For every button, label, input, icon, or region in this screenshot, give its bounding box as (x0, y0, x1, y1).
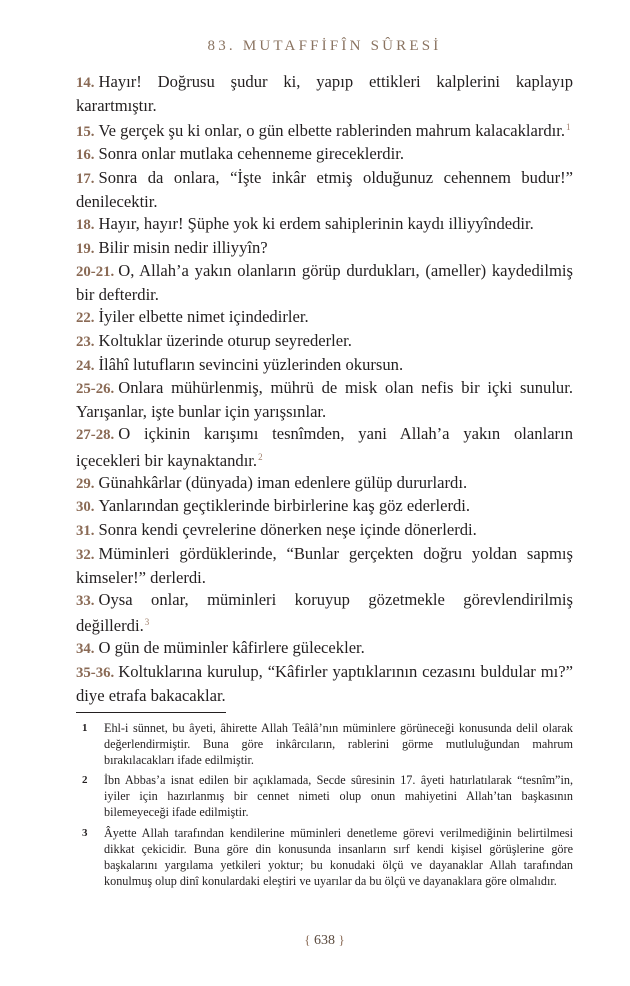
verse-number: 25-26. (76, 381, 115, 398)
verse-text: Bilir misin nedir illiyyîn? (98, 237, 268, 257)
verse (76, 71, 573, 117)
verse-number: 34. (76, 641, 95, 658)
verse (76, 495, 573, 519)
verse-text: Sonra onlar mutlaka cehenneme gireceklerdir. (98, 144, 404, 164)
verse-number: 29. (76, 475, 95, 492)
verse (76, 377, 573, 423)
verse-number: 35-36. (76, 664, 115, 681)
footnote-text: İbn Abbas’a isnat edilen bir açıklamada, Secde sûresinin 17. âyeti hatırlatılarak “tesnîm”in, iyiler için hazırlanmış bir cennet nimeti olup onun mahiyetini Allah’tan başkasının bilemeyeceği ifade edilmiştir. (104, 773, 573, 820)
verse (76, 423, 573, 472)
footnote (76, 825, 573, 889)
verse (76, 330, 573, 354)
footnote-divider (76, 712, 226, 713)
verse-number: 17. (76, 171, 95, 188)
verse-number: 15. (76, 123, 95, 140)
ornament-right-icon: } (338, 932, 345, 947)
footnote-text: Âyette Allah tarafından kendilerine müminleri denetleme görevi verilmediğinin belirtilmesi dikkat çekicidir. Buna göre din konusunda insanların sırf kendi kişisel görüşlerine göre başkalarını yargılama yetkileri yoktur; bu konudaki ölçü ve dayanaklar Allah tarafından konulmuş olup dinî konulardaki eleştiri ve uyarılar da bu ölçü ve dayanaklara göre olmalıdır. (104, 825, 573, 888)
footnote-number: 2 (82, 774, 88, 787)
verse-number: 32. (76, 546, 95, 563)
page-number-label: 638 (314, 933, 335, 948)
verse-number: 24. (76, 357, 95, 374)
verse (76, 167, 573, 213)
verse-number: 31. (76, 523, 95, 540)
footnote-number: 1 (82, 722, 88, 734)
verse-number: 14. (76, 75, 95, 91)
footnote (76, 772, 573, 820)
footnote-list (76, 720, 573, 893)
verse (76, 143, 573, 167)
verse (76, 637, 573, 661)
verse-number: 27-28. (76, 426, 115, 443)
verse-text: Koltuklarına kurulup, “Kâfirler yaptıklarının cezasını buldular mı?” diye etrafa bakacaklar. (76, 661, 573, 705)
page-number (76, 932, 573, 949)
verse-number: 23. (76, 333, 95, 350)
verse-text: O, Allah’a yakın olanların görüp durdukları, (ameller) kaydedilmiş bir defterdir. (76, 261, 573, 305)
verse-text: İlâhî lutufların sevincini yüzlerinden okursun. (98, 354, 404, 374)
verse-text: Yanlarından geçtiklerinde birbirlerine kaş göz ederlerdi. (98, 496, 471, 516)
verse-text: Sonra da onlara, “İşte inkâr etmiş olduğunuz cehennem budur!” denilecektir. (76, 168, 573, 211)
verse (76, 117, 573, 144)
verse-text: Onlara mühürlenmiş, mührü de misk olan nefis bir içki sunulur. Yarışanlar, işte bunlar için yarışsınlar. (76, 378, 573, 422)
verse-list (76, 71, 573, 707)
verse-number: 33. (76, 592, 95, 609)
verse (76, 354, 573, 378)
verse-text: Koltuklar üzerinde oturup seyrederler. (98, 330, 352, 350)
footnote-ref[interactable]: 1 (566, 121, 571, 132)
verse (76, 260, 573, 306)
verse-text: O gün de müminler kâfirlere gülecekler. (98, 638, 365, 658)
verse (76, 306, 573, 330)
verse (76, 472, 573, 496)
verse-text: Günahkârlar (dünyada) iman edenlere gülüp dururlardı. (98, 472, 468, 492)
verse-text: Müminleri gördüklerinde, “Bunlar gerçekten doğru yoldan sapmış kimseler!” derlerdi. (76, 543, 573, 587)
footnote-ref[interactable]: 3 (144, 617, 150, 628)
verse-text: Oysa onlar, müminleri koruyup gözetmekle görevlendirilmiş değillerdi. (76, 589, 573, 636)
verse-number: 18. (76, 216, 95, 233)
surah-title: 83. MUTAFFİFÎN SÛRESİ (207, 38, 442, 54)
verse (76, 543, 573, 589)
verse-text: Sonra kendi çevrelerine dönerken neşe içinde dönerlerdi. (98, 520, 477, 540)
verse-text: İyiler elbette nimet içindedirler. (98, 306, 309, 326)
verse-number: 16. (76, 147, 95, 164)
verse-number: 30. (76, 499, 95, 516)
verse-text: Hayır! Doğrusu şudur ki, yapıp ettikleri kalplerini kaplayıp karartmıştır. (76, 72, 573, 115)
verse-number: 22. (76, 309, 95, 326)
footnote-ref[interactable]: 2 (258, 451, 263, 462)
verse-number: 19. (76, 240, 95, 257)
footnote-text: Ehl-i sünnet, bu âyeti, âhirette Allah Teâlâ’nın müminlere görüneceği konusunda delil olarak değerlendirmiştir. Buna göre inkârcıların, rablerini görme mutluluğundan mahrum bırakılacakları ifade edilmiştir. (104, 721, 573, 768)
ornament-left-icon: { (304, 932, 311, 947)
verse-text: Ve gerçek şu ki onlar, o gün elbette rablerinden mahrum kalacaklardır. (98, 120, 566, 140)
footnote-number: 3 (82, 826, 88, 839)
verse (76, 237, 573, 261)
verse (76, 589, 573, 638)
verse-text: Hayır, hayır! Şüphe yok ki erdem sahiplerinin kaydı illiyyîndedir. (98, 213, 534, 233)
verse (76, 519, 573, 543)
page (76, 0, 573, 986)
verse-text: O içkinin karışımı tesnîmden, yani Allah’a yakın olanların içecekleri bir kaynaktandır. (76, 423, 573, 470)
verse (76, 661, 573, 707)
verse (76, 213, 573, 237)
verse-number: 20-21. (76, 264, 115, 281)
footnote (76, 720, 573, 768)
